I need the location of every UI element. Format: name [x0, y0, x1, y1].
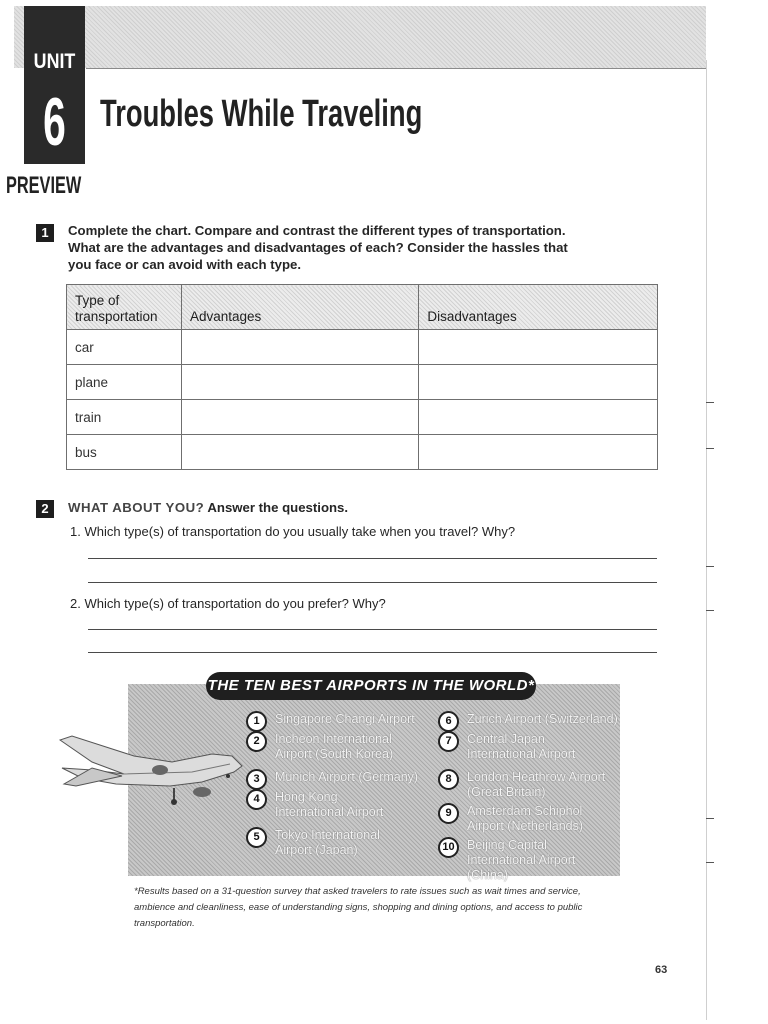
edge-tick [706, 566, 714, 567]
edge-tick [706, 448, 714, 449]
list-item [438, 712, 618, 732]
list-item [246, 790, 406, 820]
row-label: plane [67, 365, 182, 400]
table-row [67, 330, 658, 365]
row-label: train [67, 400, 182, 435]
rank-badge: 7 [438, 731, 459, 752]
question-1: 1. Which type(s) of transportation do you usually take when you travel? Why? [70, 524, 516, 539]
exercise-heading-rest: Answer the questions. [204, 500, 349, 515]
exercise-number-badge: 1 [36, 224, 54, 242]
airport-name: Beijing Capital International Airport (China) [467, 838, 576, 882]
list-item [246, 770, 426, 790]
column-header-type: Type of transportation [67, 285, 182, 330]
unit-label: UNIT [33, 50, 76, 73]
what-about-you-label: WHAT ABOUT YOU? [68, 500, 205, 515]
table-row [67, 400, 658, 435]
exercise-instructions: Complete the chart. Compare and contrast the different types of transportation. What are the advantages and disadvantages of each? Consider the hassles that you face or can avoid with each type. [68, 223, 568, 272]
answer-cell[interactable] [419, 400, 658, 435]
question-2: 2. Which type(s) of transportation do you prefer? Why? [70, 596, 386, 611]
survey-footnote: *Results based on a 31-question survey that asked travelers to rate issues such as wait times and service, ambience and cleanliness, ease of understanding signs, shopping and dining options, and access to public transportation. [134, 886, 583, 929]
answer-line[interactable] [88, 629, 657, 630]
edge-tick [706, 402, 714, 403]
airport-name: Central Japan International Airport [467, 732, 576, 761]
list-item [246, 712, 426, 732]
airport-name: Zurich Airport (Switzerland) [467, 712, 618, 726]
rank-badge: 4 [246, 789, 267, 810]
answer-cell[interactable] [419, 330, 658, 365]
answer-line[interactable] [88, 652, 657, 653]
answer-cell[interactable] [181, 400, 418, 435]
edge-tick [706, 610, 714, 611]
rank-badge: 3 [246, 769, 267, 790]
list-item [246, 732, 406, 762]
list-item [438, 838, 614, 883]
airport-name: Munich Airport (Germany) [275, 770, 419, 784]
transportation-chart [66, 284, 658, 470]
header-rule [86, 68, 706, 69]
rank-badge: 5 [246, 827, 267, 848]
row-label: car [67, 330, 182, 365]
exercise-heading [68, 500, 348, 515]
rank-badge: 8 [438, 769, 459, 790]
answer-line[interactable] [88, 582, 657, 583]
rank-badge: 1 [246, 711, 267, 732]
airports-banner: THE TEN BEST AIRPORTS IN THE WORLD* [206, 672, 536, 700]
airport-name: London Heathrow Airport (Great Britain) [467, 770, 606, 799]
table-row [67, 435, 658, 470]
list-item [438, 770, 608, 800]
page-number: 63 [655, 964, 668, 976]
row-label: bus [67, 435, 182, 470]
unit-block [24, 6, 85, 164]
page-edge [706, 60, 707, 1020]
list-item [246, 828, 406, 858]
answer-line[interactable] [88, 558, 657, 559]
list-item [438, 804, 614, 834]
airport-name: Hong Kong International Airport [275, 790, 384, 819]
airport-name: Tokyo International Airport (Japan) [275, 828, 380, 857]
header-band [14, 6, 706, 68]
airport-name: Singapore Changi Airport [275, 712, 415, 726]
rank-badge: 9 [438, 803, 459, 824]
unit-number: 6 [43, 84, 66, 160]
page-title: Troubles While Traveling [100, 93, 423, 135]
answer-cell[interactable] [419, 365, 658, 400]
edge-tick [706, 818, 714, 819]
column-header-advantages: Advantages [181, 285, 418, 330]
section-heading: PREVIEW [6, 172, 82, 199]
answer-cell[interactable] [181, 365, 418, 400]
rank-badge: 10 [438, 837, 459, 858]
airport-name: Amsterdam Schiphol Airport (Netherlands) [467, 804, 584, 833]
exercise-number-badge: 2 [36, 500, 54, 518]
edge-tick [706, 862, 714, 863]
answer-cell[interactable] [181, 435, 418, 470]
rank-badge: 2 [246, 731, 267, 752]
answer-cell[interactable] [181, 330, 418, 365]
answer-cell[interactable] [419, 435, 658, 470]
list-item [438, 732, 608, 762]
airplane-icon [52, 732, 252, 812]
rank-badge: 6 [438, 711, 459, 732]
table-row [67, 365, 658, 400]
column-header-disadvantages: Disadvantages [419, 285, 658, 330]
airport-name: Incheon International Airport (South Korea) [275, 732, 394, 761]
